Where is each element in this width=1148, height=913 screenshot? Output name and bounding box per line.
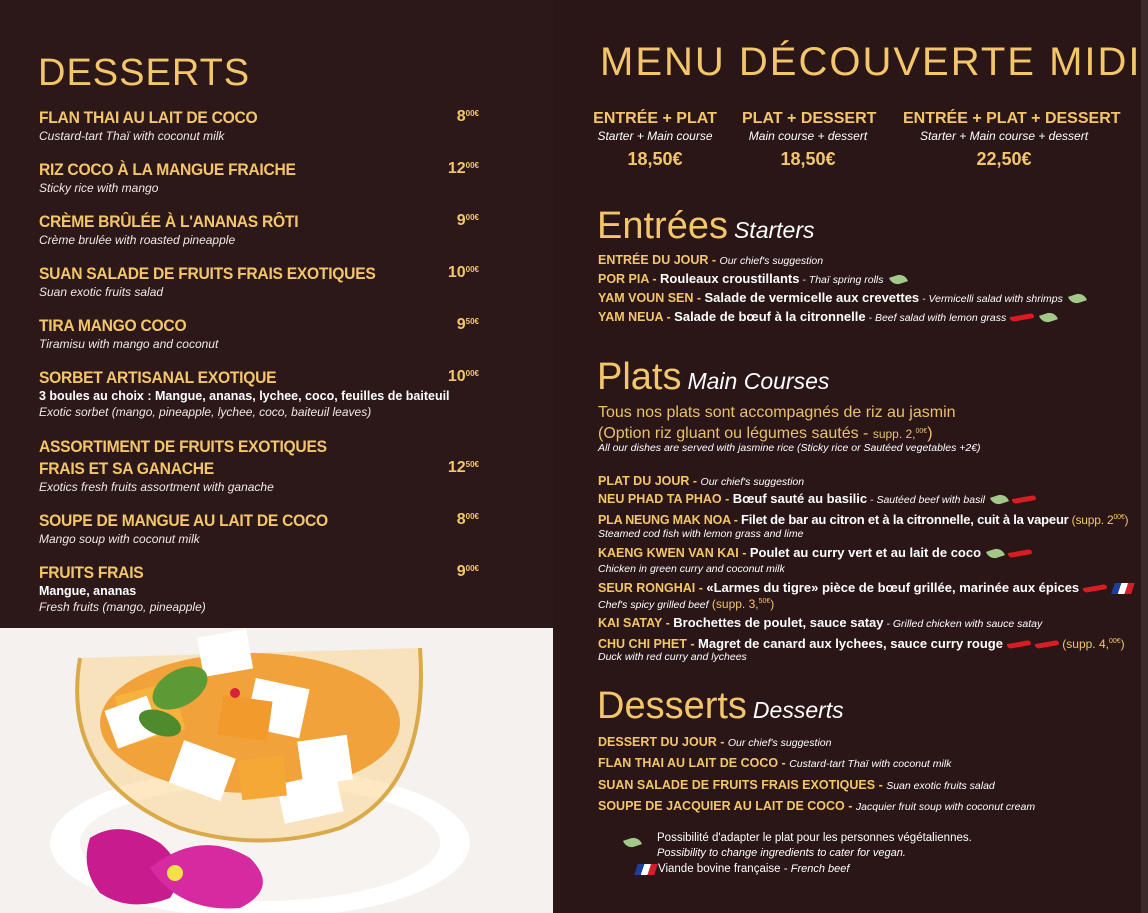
entree-item: ENTRÉE DU JOUR - Our chief's suggestion (598, 253, 824, 267)
dessert-price: $8^{00€}$ (456, 108, 479, 125)
formula-name: ENTRÉE + PLAT (593, 110, 717, 127)
dessert-item (39, 316, 487, 352)
plat-item: KAENG KWEN VAN KAI - Poulet au curry vert et au lait de coco (598, 544, 1032, 562)
dessert-name: FRUITS FRAIS (39, 563, 144, 582)
dessert-price: $8^{00€}$ (456, 511, 479, 528)
dessert-translation: Sticky rice with mango (39, 181, 159, 195)
dessert-translation: Exotic sorbet (mango, pineapple, lychee, coco, baiteuil leaves) (39, 405, 372, 419)
fruit-bowl-illustration (0, 628, 553, 913)
chili-spicy-icon (1083, 584, 1108, 593)
dessert-name: FLAN THAI AU LAIT DE COCO (39, 108, 258, 127)
dessert-translation: Mango soup with coconut milk (39, 532, 200, 546)
menu-dessert-item: FLAN THAI AU LAIT DE COCO - Custard-tart Thaï with coconut milk (598, 756, 952, 770)
dessert-price: $9^{00€}$ (456, 563, 479, 580)
french-flag-icon (1111, 583, 1135, 594)
dessert-name: SOUPE DE MANGUE AU LAIT DE COCO (39, 511, 328, 530)
dessert-item (39, 437, 487, 495)
section-desserts-title: Desserts Desserts (597, 685, 844, 727)
menu-dessert-item: SOUPE DE JACQUIER AU LAIT DE COCO - Jacquier fruit soup with coconut cream (598, 799, 1036, 813)
dessert-detail: 3 boules au choix : Mangue, ananas, lychee, coco, feuilles de baiteuil (39, 389, 450, 403)
dessert-price: $9^{00€}$ (456, 212, 479, 229)
entree-item: POR PIA - Rouleaux croustillants - Thaï spring rolls (598, 270, 907, 289)
vegan-leaf-icon (1068, 292, 1087, 306)
menu-title: MENU DÉCOUVERTE MIDI (600, 40, 1142, 84)
dessert-item (39, 368, 487, 420)
vegan-leaf-icon (990, 493, 1009, 507)
dessert-price: $12^{00€}$ (447, 160, 479, 177)
dessert-name: RIZ COCO À LA MANGUE FRAICHE (39, 160, 296, 179)
formula-price: 22,50€ (976, 149, 1032, 169)
section-plats-title: Plats Main Courses (597, 356, 830, 398)
menu-dessert-item: SUAN SALADE DE FRUITS FRAIS EXOTIQUES - Suan exotic fruits salad (598, 778, 995, 792)
dessert-item (39, 160, 487, 196)
chili-spicy-icon (1007, 640, 1032, 649)
dessert-name-line2: FRAIS ET SA GANACHE (39, 459, 214, 478)
dessert-name: SUAN SALADE DE FRUITS FRAIS EXOTIQUES (39, 264, 376, 283)
legend-french-beef: Viande bovine française - French beef (658, 863, 850, 875)
dessert-translation: Crème brulée with roasted pineapple (39, 233, 236, 247)
plat-translation: Chef's spicy grilled beef (supp. 3,$^{50€}$) (598, 597, 775, 611)
dessert-translation: Suan exotic fruits salad (39, 285, 164, 299)
dessert-name: ASSORTIMENT DE FRUITS EXOTIQUES (39, 437, 327, 456)
formula-entree-plat (590, 110, 720, 170)
plat-item: CHU CHI PHET - Magret de canard aux lychees, sauce curry rouge (supp. 4,$^{00€}$) (598, 636, 1125, 651)
dessert-price: $12^{50€}$ (447, 459, 479, 476)
dessert-price: $10^{00€}$ (447, 264, 479, 281)
plat-item: KAI SATAY - Brochettes de poulet, sauce satay - Grilled chicken with sauce satay (598, 615, 1043, 630)
formula-price: 18,50€ (780, 149, 836, 169)
dessert-price: $10^{00€}$ (447, 368, 479, 385)
plat-item: SEUR RONGHAI - «Larmes du tigre» pièce de bœuf grillée, marinée aux épices (598, 579, 1133, 597)
dessert-price: $9^{50€}$ (456, 316, 479, 333)
chili-spicy-icon (1010, 313, 1035, 322)
formula-subtitle: Main course + dessert (748, 129, 868, 143)
formula-plat-dessert (742, 110, 877, 170)
dessert-item (39, 108, 487, 144)
formula-name: PLAT + DESSERT (742, 110, 877, 127)
plat-translation: Steamed cod fish with lemon grass and lime (598, 528, 804, 540)
chili-spicy-icon (1035, 640, 1060, 649)
dessert-translation: Fresh fruits (mango, pineapple) (39, 600, 206, 614)
vegan-leaf-icon (1039, 311, 1058, 325)
dessert-translation: Custard-tart Thaï with coconut milk (39, 129, 225, 143)
dessert-item (39, 511, 487, 547)
dessert-name: TIRA MANGO COCO (39, 316, 187, 335)
desserts-title: DESSERTS (38, 52, 251, 94)
dessert-detail: Mangue, ananas (39, 584, 137, 598)
dessert-item (39, 563, 487, 615)
vegan-leaf-icon (889, 273, 908, 287)
legend-vegan: Possibilité d'adapter le plat pour les personnes végétaliennes. Possibility to change ingredients to cater for vegan. (657, 832, 972, 859)
formula-entree-plat-dessert (903, 110, 1121, 170)
entree-item: YAM NEUA - Salade de bœuf à la citronnelle - Beef salad with lemon grass (598, 308, 1057, 327)
page-edge (1141, 0, 1148, 913)
vegan-leaf-icon (986, 547, 1005, 561)
plat-translation: Chicken in green curry and coconut milk (598, 563, 785, 575)
dessert-translation: Tiramisu with mango and coconut (39, 337, 219, 351)
rice-note-english: All our dishes are served with jasmine rice (Sticky rice or Sautéed vegetables +2€) (598, 442, 981, 454)
french-flag-icon (634, 864, 658, 875)
formula-subtitle: Starter + Main course (597, 129, 713, 143)
menu-dessert-item: DESSERT DU JOUR - Our chief's suggestion (598, 735, 832, 749)
rice-note: Tous nos plats sont accompagnés de riz au jasmin (Option riz gluant ou légumes sautés - supp. 2,$^{00€}$) (598, 404, 956, 442)
plat-item: NEU PHAD TA PHAO - Bœuf sauté au basilic - Sautéed beef with basil (598, 490, 1036, 509)
plat-item: PLAT DU JOUR - Our chief's suggestion (598, 474, 805, 488)
chili-spicy-icon (1012, 495, 1037, 504)
dessert-name: CRÈME BRÛLÉE À L'ANANAS RÔTI (39, 212, 299, 231)
chili-spicy-icon (1008, 549, 1033, 558)
plat-translation: Duck with red curry and lychees (598, 651, 747, 663)
plat-item: PLA NEUNG MAK NOA - Filet de bar au citron et à la citronnelle, cuit à la vapeur (supp. $2^{00€}$) (598, 512, 1129, 527)
entree-item: YAM VOUN SEN - Salade de vermicelle aux crevettes - Vermicelli salad with shrimps (598, 289, 1086, 308)
dessert-translation: Exotics fresh fruits assortment with ganache (39, 480, 274, 494)
dessert-item (39, 212, 487, 248)
formula-subtitle: Starter + Main course + dessert (919, 129, 1089, 143)
section-entrees-title: Entrées Starters (597, 205, 815, 247)
dessert-name: SORBET ARTISANAL EXOTIQUE (39, 368, 277, 387)
formula-name: ENTRÉE + PLAT + DESSERT (903, 110, 1121, 127)
dessert-photo (0, 628, 553, 913)
formula-price: 18,50€ (627, 149, 683, 169)
dessert-item (39, 264, 487, 300)
